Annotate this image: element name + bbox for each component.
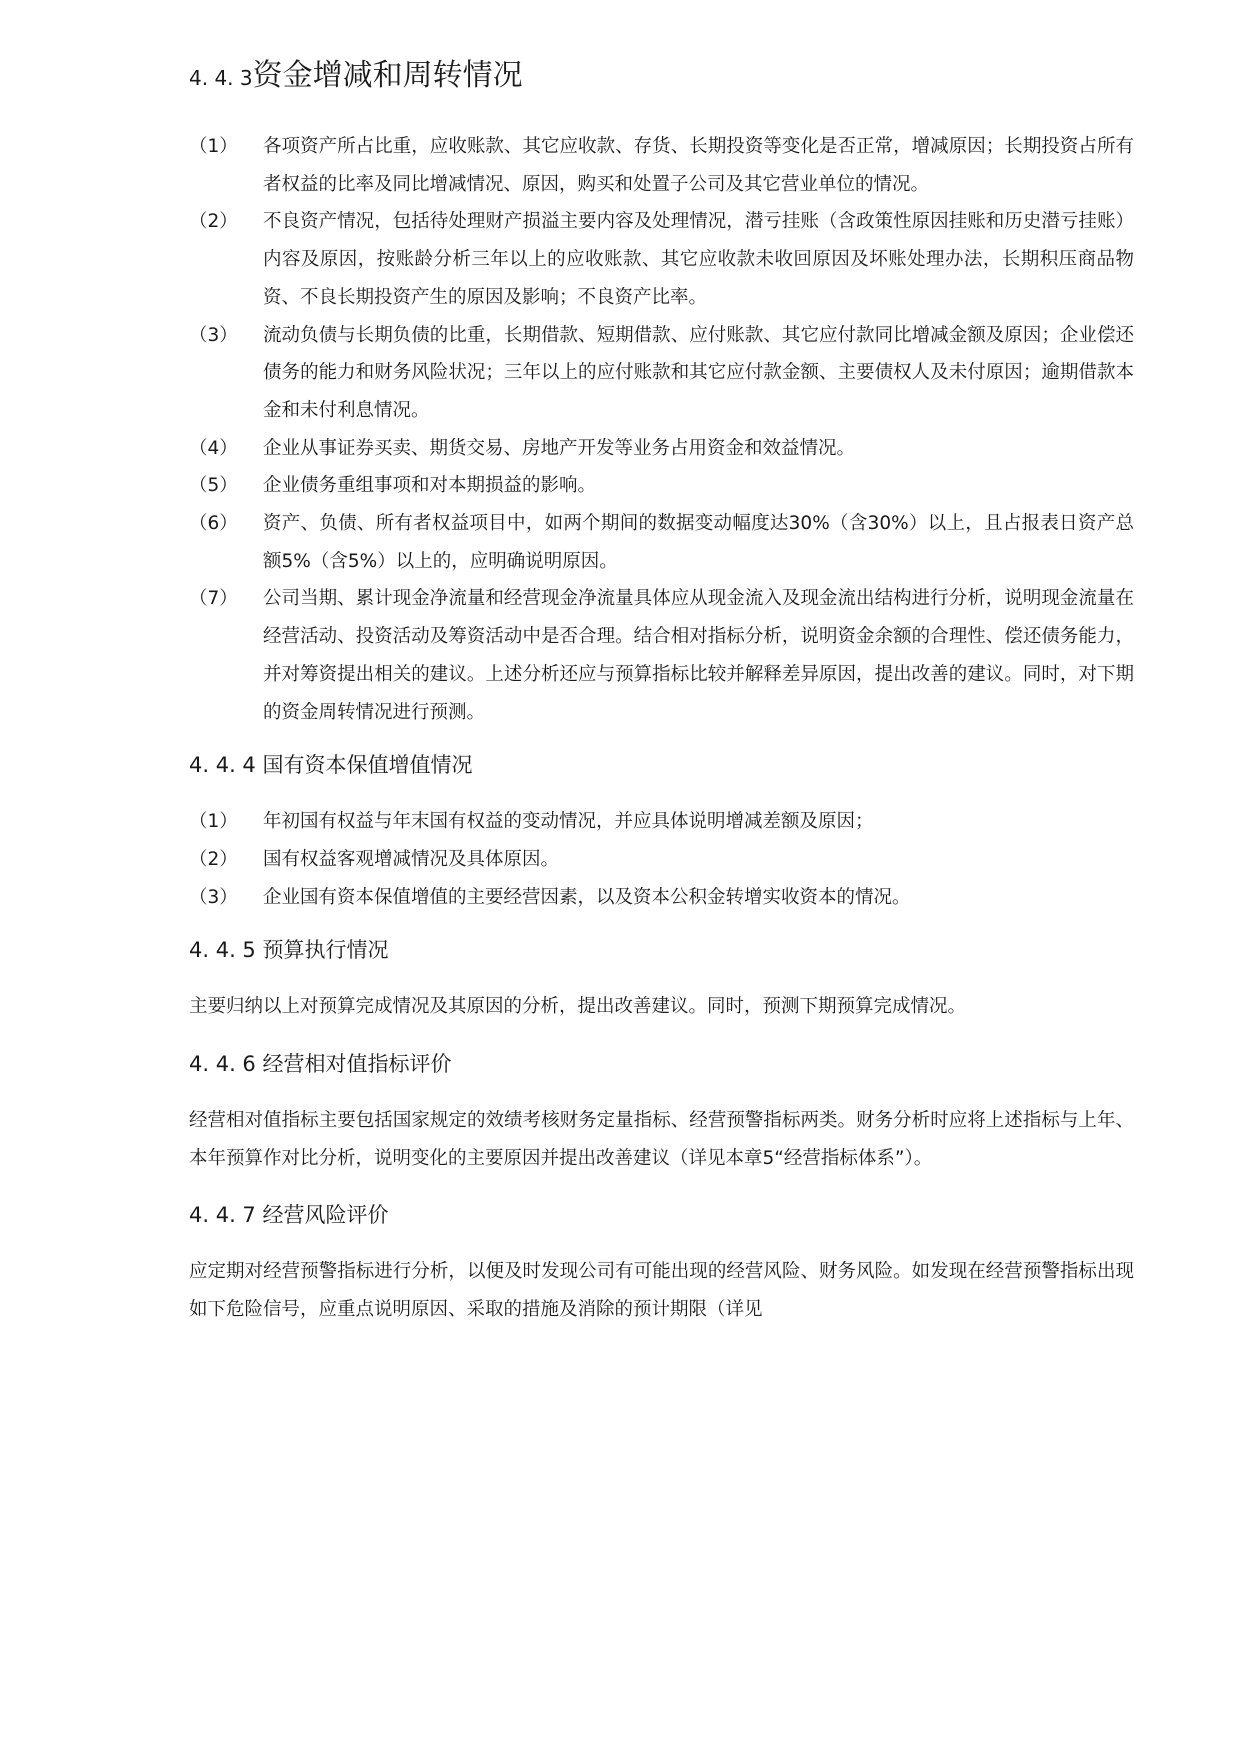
heading-number: 4. 4. 3: [189, 66, 253, 90]
list-item-text: 企业从事证券买卖、期货交易、房地产开发等业务占用资金和效益情况。: [263, 437, 856, 459]
list-item-marker: （4）: [189, 437, 238, 459]
heading-4-4-6: [189, 1044, 1134, 1084]
list-item-marker: （1）: [189, 136, 238, 157]
list-item: [189, 317, 1134, 430]
list-item: [189, 803, 1134, 841]
list-item: [189, 128, 1134, 203]
list-item-text: 国有权益客观增减情况及具体原因。: [263, 848, 560, 870]
list-item-text: 企业债务重组事项和对本期损益的影响。: [263, 475, 597, 497]
heading-title: 国有资本保值增值情况: [262, 753, 473, 778]
list-item-text: 公司当期、累计现金净流量和经营现金净流量具体应从现金流入及现金流出结构进行分析，说明现金流量在经营活动、投资活动及筹资活动中是否合理。结合相对指标分析，说明资金余额的合理性、偿还债务能力，并对筹资提出相关的建议。上述分析还应与预算指标比较并解释差异原因，提出改善的建议。同时，对下期的资金周转情况进行预测。: [263, 588, 1134, 723]
list-item-text: 年初国有权益与年末国有权益的变动情况，并应具体说明增减差额及原因；: [263, 811, 874, 833]
heading-number: 4. 4. 7: [189, 1203, 256, 1228]
heading-title: 资金增减和周转情况: [252, 58, 523, 93]
list-4-4-4: [189, 803, 1134, 916]
list-item-marker: （5）: [189, 475, 238, 497]
list-item-marker: （2）: [189, 211, 238, 233]
list-item: [189, 430, 1134, 468]
paragraph-4-4-7: 应定期对经营预警指标进行分析，以便及时发现公司有可能出现的经营风险、财务风险。如发现在经营预警指标出现如下危险信号，应重点说明原因、采取的措施及消除的预计期限（详见: [189, 1261, 1134, 1321]
list-item: [189, 203, 1134, 316]
list-item: [189, 879, 1134, 917]
list-item-marker: （3）: [189, 886, 238, 908]
paragraph-4-4-6: 经营相对值指标主要包括国家规定的效绩考核财务定量指标、经营预警指标两类。财务分析时应将上述指标与上年、本年预算作对比分析，说明变化的主要原因并提出改善建议（详见本章5“经营指标体系”）。: [189, 1110, 1134, 1169]
heading-title: 经营相对值指标评价: [262, 1052, 452, 1077]
list-item-marker: （2）: [189, 848, 238, 870]
list-item-text: 企业国有资本保值增值的主要经营因素，以及资本公积金转增实收资本的情况。: [263, 886, 911, 908]
list-item-text: 各项资产所占比重，应收账款、其它应收款、存货、长期投资等变化是否正常，增减原因；长期投资占所有者权益的比率及同比增减情况、原因，购买和处置子公司及其它营业单位的情况。: [263, 136, 1134, 195]
list-4-4-3: [189, 128, 1134, 731]
list-item-text: 不良资产情况，包括待处理财产损溢主要内容及处理情况，潜亏挂账（含政策性原因挂账和历史潜亏挂账）内容及原因，按账龄分析三年以上的应收账款、其它应收款未收回原因及坏账处理办法，长期积压商品物资、不良长期投资产生的原因及影响；不良资产比率。: [263, 211, 1134, 308]
list-item-marker: （3）: [189, 324, 238, 346]
list-item-text: 流动负债与长期负债的比重，长期借款、短期借款、应付账款、其它应付款同比增减金额及原因；企业偿还债务的能力和财务风险状况；三年以上的应付账款和其它应付款金额、主要债权人及未付原因；逾期借款本金和未付利息情况。: [263, 324, 1134, 421]
list-item-marker: （1）: [189, 811, 238, 833]
heading-4-4-5: [189, 930, 1134, 970]
heading-title: 经营风险评价: [262, 1203, 389, 1228]
list-item-text: 资产、负债、所有者权益项目中，如两个期间的数据变动幅度达30%（含30%）以上，且占报表日资产总额5%（含5%）以上的，应明确说明原因。: [263, 513, 1134, 572]
list-item: [189, 505, 1134, 580]
list-item: [189, 467, 1134, 505]
list-item-marker: （7）: [189, 588, 238, 610]
page-content: [189, 48, 1134, 1347]
heading-number: 4. 4. 6: [189, 1052, 256, 1077]
heading-number: 4. 4. 5: [189, 938, 256, 963]
paragraph-4-4-5: 主要归纳以上对预算完成情况及其原因的分析，提出改善建议。同时，预测下期预算完成情况。: [189, 996, 967, 1018]
list-item: [189, 841, 1134, 879]
heading-number: 4. 4. 4: [189, 753, 256, 778]
list-item-marker: （6）: [189, 513, 238, 535]
heading-4-4-3: [189, 48, 1134, 104]
heading-4-4-4: [189, 745, 1134, 785]
list-item: [189, 580, 1134, 731]
heading-title: 预算执行情况: [262, 938, 389, 963]
heading-4-4-7: [189, 1195, 1134, 1235]
